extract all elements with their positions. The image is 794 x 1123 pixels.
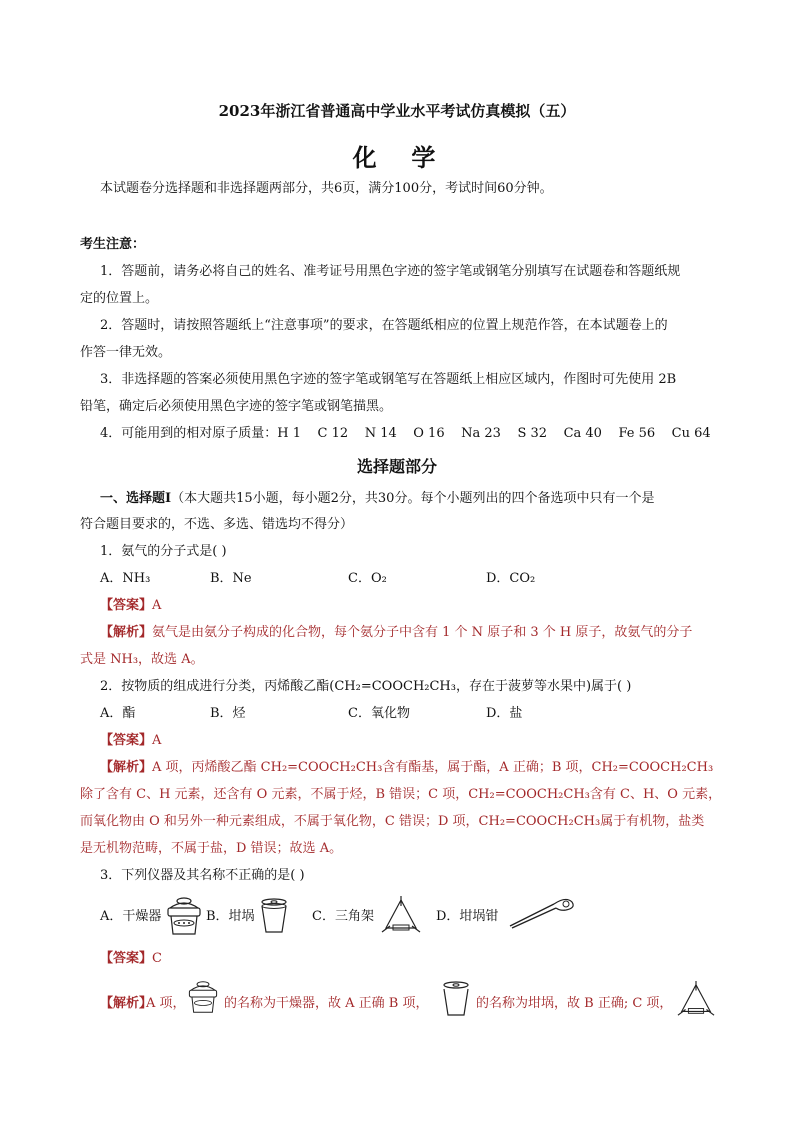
desiccator-icon	[186, 977, 220, 1017]
exam-title: 2023年浙江省普通高中学业水平考试仿真模拟（五）	[218, 102, 576, 120]
notice-item-1b: 定的位置上。	[80, 291, 159, 306]
q2-option-a: A．酯	[100, 706, 136, 721]
subject-title: 化 学	[352, 143, 442, 172]
notice-item-1a: 1．答题前，请务必将自己的姓名、准考证号用黑色字迹的签字笔或钢笔分别填写在试题卷和答题纸规	[100, 264, 681, 279]
notice-item-2a: 2．答题时，请按照答题纸上“注意事项”的要求，在答题纸相应的位置上规范作答，在本试题卷上的	[100, 318, 668, 333]
notice-heading: 考生注意：	[80, 237, 146, 252]
notice-item-3b: 铅笔，确定后必须使用黑色字迹的签字笔或钢笔描黑。	[80, 399, 393, 414]
crucible-icon	[440, 979, 472, 1019]
q2-stem: 2．按物质的组成进行分类，丙烯酸乙酯(CH₂=COOCH₂CH₃，存在于菠萝等水果中)属于( )	[100, 679, 632, 694]
triangle-clay-icon	[380, 896, 422, 936]
q2-option-b: B．烃	[210, 706, 246, 721]
q1-stem: 1．氨气的分子式是( )	[100, 544, 227, 559]
notice-item-3a: 3．非选择题的答案必须使用黑色字迹的签字笔或钢笔写在答题纸上相应区域内，作图时可先使用 2B	[100, 372, 677, 387]
q1-option-d: D．CO₂	[486, 571, 536, 586]
q3-option-b: B．坩埚	[206, 909, 255, 924]
q1-answer	[100, 597, 720, 615]
analysis-label: 【解析】	[100, 760, 153, 775]
q2-answer	[100, 732, 720, 750]
q3-analysis-part3: 的名称为坩埚，故 B 正确; C 项，	[476, 996, 673, 1011]
q2-analysis-c: 而氧化物由 O 和另外一种元素组成，不属于氧化物，C 错误；D 项，CH₂=COOCH₂CH₃属于有机物，盐类	[80, 814, 705, 829]
q3-analysis	[100, 995, 720, 1035]
q2-answer-value: A	[152, 733, 162, 748]
q3-option-a: A．干燥器	[100, 909, 162, 924]
part1-desc-a: （本大题共15小题，每小题2分，共30分。每个小题列出的四个备选项中只有一个是	[171, 491, 655, 506]
triangle-clay-icon	[676, 981, 716, 1019]
q2-option-d: D．盐	[486, 706, 523, 721]
crucible-icon	[258, 896, 290, 936]
q3-stem: 3．下列仪器及其名称不正确的是( )	[100, 868, 305, 883]
q2-analysis-text-a: A 项，丙烯酸乙酯 CH₂=COOCH₂CH₃含有酯基，属于酯，A 正确；B 项，CH₂=COOCH₂CH₃	[152, 760, 714, 775]
q1-answer-value: A	[152, 598, 162, 613]
q1-option-a: A．NH₃	[100, 571, 151, 586]
notice-item-2b: 作答一律无效。	[80, 345, 172, 360]
q3-answer-value: C	[152, 951, 162, 966]
q3-answer	[100, 950, 720, 968]
answer-label: 【答案】	[100, 951, 153, 966]
q2-option-c: C．氧化物	[348, 706, 410, 721]
q1-option-c: C．O₂	[348, 571, 387, 586]
q3-options	[100, 908, 720, 938]
q2-analysis-b: 除了含有 C、H 元素，还含有 O 元素，不属于烃，B 错误；C 项，CH₂=COOCH₂CH₃含有 C、H、O 元素，	[80, 787, 722, 802]
analysis-label: 【解析】	[100, 625, 153, 640]
analysis-label: 【解析】	[100, 996, 153, 1011]
q2-analysis-a	[100, 759, 720, 777]
part1-desc-b: 符合题目要求的，不选、多选、错选均不得分）	[80, 517, 354, 532]
q1-analysis-b: 式是 NH₃，故选 A。	[80, 652, 204, 667]
answer-label: 【答案】	[100, 598, 153, 613]
section-title: 选择题部分	[356, 457, 437, 476]
q1-analysis-a	[100, 624, 720, 642]
desiccator-icon	[164, 894, 204, 938]
answer-label: 【答案】	[100, 733, 153, 748]
q1-option-b: B．Ne	[210, 571, 252, 586]
q3-option-d: D．坩埚钳	[436, 909, 499, 924]
q3-option-c: C．三角架	[312, 909, 374, 924]
intro-text: 本试题卷分选择题和非选择题两部分，共6页，满分100分，考试时间60分钟。	[100, 181, 553, 196]
part1-header	[100, 490, 720, 508]
crucible-tongs-icon	[506, 896, 576, 932]
notice-item-4: 4．可能用到的相对原子质量：H 1 C 12 N 14 O 16 Na 23 S 32 Ca 40 Fe 56 Cu 64	[100, 426, 711, 441]
q3-analysis-part2: 的名称为干燥器，故 A 正确 B 项，	[224, 996, 429, 1011]
part1-label: 一、选择题Ⅰ	[100, 491, 172, 506]
q2-analysis-d: 是无机物范畴，不属于盐，D 错误；故选 A。	[80, 841, 343, 856]
q3-analysis-part1: A 项，	[146, 996, 186, 1011]
q1-analysis-text-a: 氨气是由氨分子构成的化合物，每个氨分子中含有 1 个 N 原子和 3 个 H 原子，故氨气的分子	[152, 625, 693, 640]
